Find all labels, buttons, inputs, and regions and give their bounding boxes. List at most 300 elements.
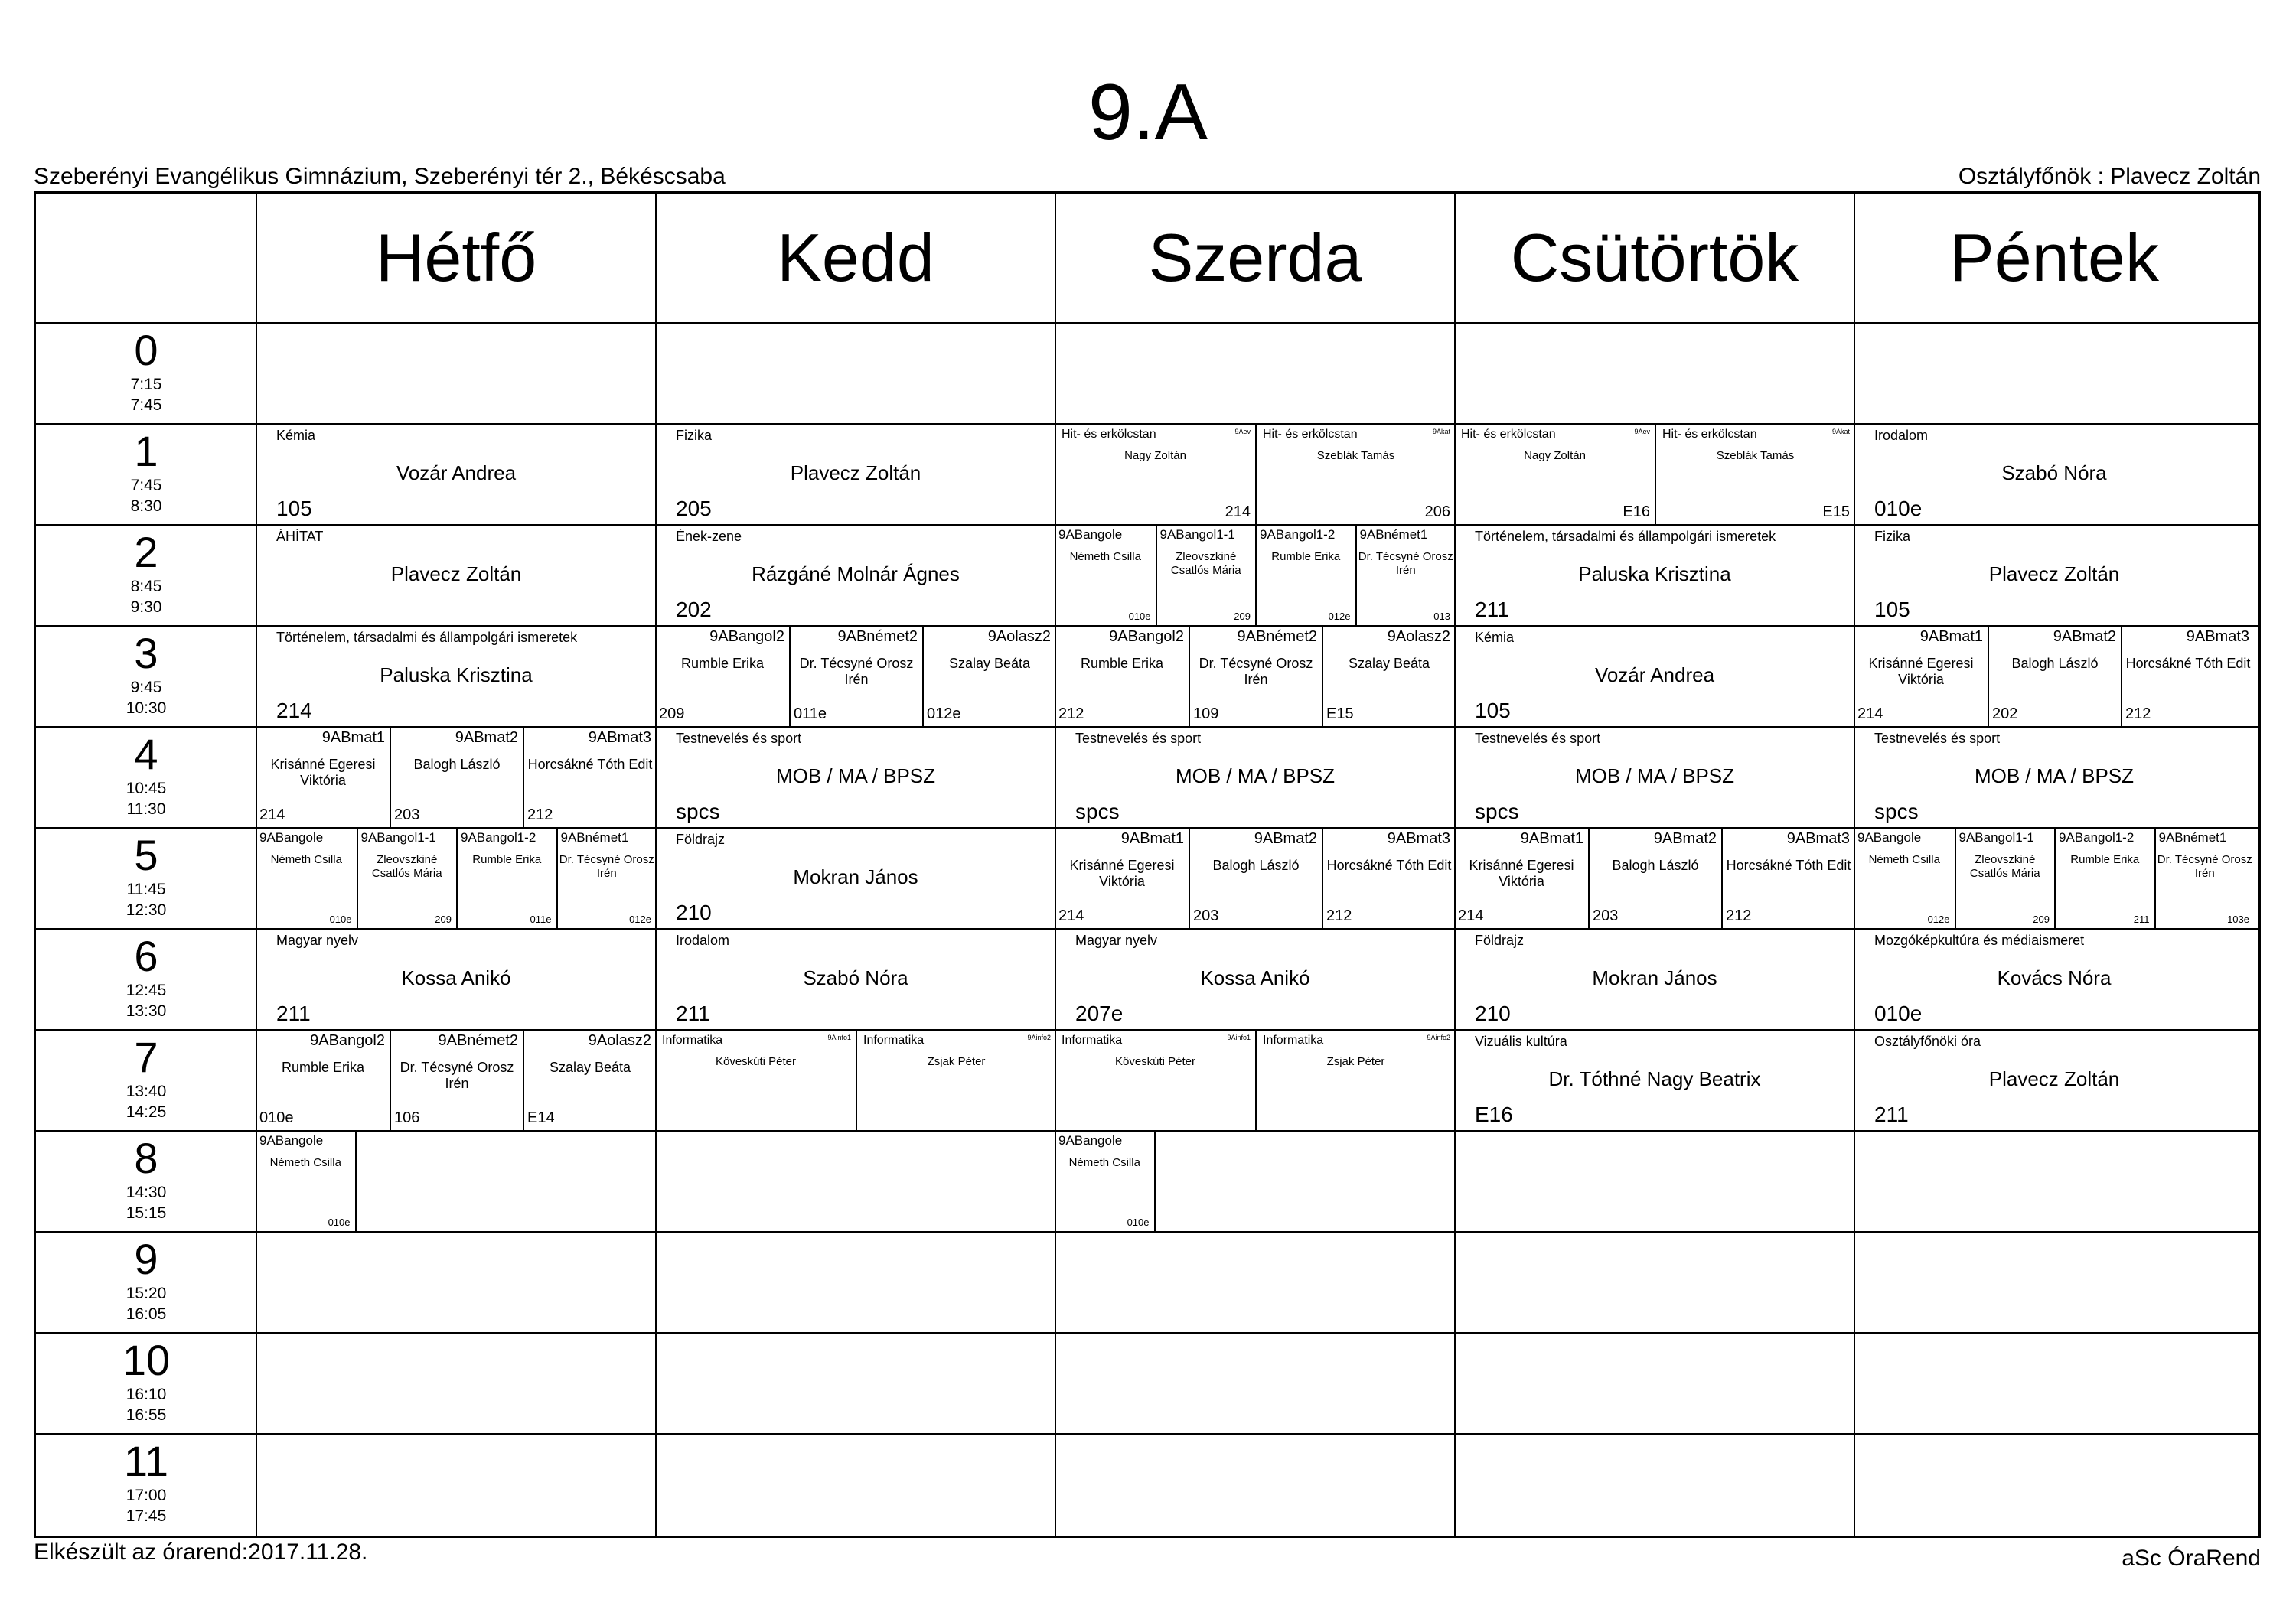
group-room: 211	[2133, 914, 2150, 925]
group-teacher: Németh Csilla	[269, 1156, 341, 1169]
class-teacher: Osztályfőnök : Plavecz Zoltán	[1958, 164, 2261, 189]
lesson-cell[interactable]	[1854, 423, 2254, 524]
period-label	[36, 1433, 256, 1534]
group-room: 203	[1193, 907, 1219, 924]
period-end-time: 8:30	[130, 497, 162, 515]
group-tag: 9Akat	[1432, 428, 1450, 435]
group-lesson	[922, 625, 1055, 726]
group-teacher: Dr. Técsyné Orosz Irén	[799, 656, 914, 687]
lesson-cell[interactable]	[1854, 928, 2254, 1029]
period-start-time: 10:45	[126, 780, 167, 797]
group-name: 9ABnémet1	[2158, 830, 2227, 845]
lesson-subject: Vizuális kultúra	[1475, 1034, 1567, 1049]
group-room: 212	[1058, 705, 1084, 722]
period-end-time: 17:45	[126, 1507, 167, 1525]
group-name: 9ABmat3	[1786, 830, 1850, 847]
group-lesson	[1322, 827, 1455, 928]
lesson-cell[interactable]	[1455, 625, 1854, 726]
split-lesson	[1055, 1029, 1255, 1130]
split-subject: Informatika	[662, 1034, 723, 1047]
lesson-room: 202	[676, 598, 712, 621]
group-lesson	[1189, 625, 1322, 726]
group-room: 203	[394, 806, 420, 823]
period-end-time: 12:30	[126, 901, 167, 919]
split-teacher: Zsjak Péter	[1326, 1055, 1385, 1068]
split-room: 214	[1225, 503, 1251, 520]
group-room: 106	[394, 1109, 420, 1126]
period-end-time: 7:45	[130, 396, 162, 414]
period-label	[36, 928, 256, 1029]
lesson-teacher: MOB / MA / BPSZ	[775, 764, 936, 787]
group-room: 212	[1726, 907, 1752, 924]
lesson-cell[interactable]	[1455, 726, 1854, 827]
period-start-time: 15:20	[126, 1285, 167, 1302]
created-date: Elkészült az órarend:2017.11.28.	[34, 1539, 368, 1565]
group-room: 109	[1193, 705, 1219, 722]
group-room: 010e	[259, 1109, 294, 1126]
lesson-subject: Kémia	[1475, 630, 1515, 645]
group-teacher: Dr. Técsyné Orosz Irén	[2157, 853, 2252, 880]
group-lesson	[1055, 524, 1156, 625]
split-subject: Hit- és erkölcstan	[1461, 428, 1556, 441]
lesson-cell[interactable]	[1055, 827, 1455, 928]
split-teacher: Szeblák Tamás	[1316, 449, 1395, 462]
group-teacher: Rumble Erika	[472, 853, 542, 866]
period-label	[36, 1029, 256, 1130]
lesson-room: 211	[1475, 598, 1509, 621]
group-lesson	[1721, 827, 1854, 928]
period-row-divider	[36, 1332, 2258, 1334]
group-tag: 9Ainfo1	[827, 1034, 851, 1041]
lesson-cell[interactable]	[1055, 423, 1455, 524]
group-teacher: Zleovszkiné Csatlós Mária	[371, 853, 442, 880]
group-tag: 9Ainfo2	[1027, 1034, 1051, 1041]
group-lesson	[256, 1130, 357, 1231]
lesson-subject: Irodalom	[676, 933, 730, 948]
group-teacher: Horcsákné Tóth Edit	[1726, 858, 1851, 873]
lesson-subject: Irodalom	[1874, 428, 1929, 443]
split-room: 206	[1424, 503, 1450, 520]
lesson-cell[interactable]	[1455, 524, 1854, 625]
lesson-cell[interactable]	[256, 726, 656, 827]
split-teacher: Nagy Zoltán	[1124, 449, 1186, 462]
period-start-time: 13:40	[126, 1083, 167, 1100]
lesson-room: 207e	[1075, 1002, 1124, 1025]
group-room: 012e	[1328, 611, 1351, 622]
lesson-cell[interactable]	[1055, 625, 1455, 726]
group-teacher: Horcsákné Tóth Edit	[2125, 656, 2251, 671]
lesson-cell[interactable]	[256, 827, 656, 928]
group-room: 209	[1234, 611, 1251, 622]
period-label	[36, 524, 256, 625]
group-lesson	[1988, 625, 2121, 726]
lesson-teacher: MOB / MA / BPSZ	[1974, 764, 2135, 787]
group-lesson	[256, 1029, 390, 1130]
lesson-teacher: Plavecz Zoltán	[790, 461, 921, 484]
lesson-teacher: Plavecz Zoltán	[1988, 562, 2120, 585]
group-teacher: Németh Csilla	[1868, 853, 1940, 866]
group-teacher: Rumble Erika	[281, 1060, 365, 1075]
group-name: 9ABmat1	[1120, 830, 1184, 847]
period-label	[36, 1231, 256, 1332]
lesson-room: E16	[1475, 1103, 1513, 1126]
group-name: 9ABangol1-1	[1958, 830, 2034, 845]
group-teacher: Balogh László	[1212, 858, 1300, 873]
group-lesson	[1854, 625, 1988, 726]
class-title: 9.A	[1088, 68, 1208, 157]
lesson-subject: Magyar nyelv	[276, 933, 359, 948]
group-teacher: Szalay Beáta	[549, 1060, 631, 1075]
period-number: 9	[134, 1235, 158, 1283]
group-name: 9ABangole	[259, 830, 324, 845]
split-teacher: Köveskúti Péter	[1114, 1055, 1196, 1068]
group-name: 9ABmat2	[455, 729, 518, 746]
period-number: 0	[134, 326, 158, 374]
lesson-cell[interactable]	[656, 423, 1055, 524]
lesson-subject: Földrajz	[676, 832, 726, 847]
lesson-teacher: Kossa Anikó	[401, 966, 511, 989]
group-lesson	[2121, 625, 2254, 726]
group-room: 010e	[328, 1217, 351, 1228]
lesson-room: 211	[1874, 1103, 1909, 1126]
lesson-teacher: Szabó Nóra	[803, 966, 908, 989]
lesson-cell[interactable]	[1854, 726, 2254, 827]
split-lesson	[1255, 1029, 1455, 1130]
day-header: Szerda	[1148, 220, 1362, 295]
group-name: 9ABnémet1	[560, 830, 629, 845]
lesson-cell[interactable]	[1854, 524, 2254, 625]
group-tag: 9Akat	[1831, 428, 1850, 435]
period-number: 2	[134, 528, 158, 576]
period-number: 3	[134, 629, 158, 677]
group-teacher: Krisánné Egeresi Viktória	[1469, 858, 1574, 889]
split-lesson	[856, 1029, 1055, 1130]
group-tag: 9Ainfo2	[1427, 1034, 1450, 1041]
group-name: 9ABmat1	[1520, 830, 1583, 847]
group-lesson	[1055, 625, 1189, 726]
group-lesson	[1588, 827, 1721, 928]
split-teacher: Szeblák Tamás	[1716, 449, 1795, 462]
group-room: E14	[527, 1109, 555, 1126]
group-lesson	[523, 1029, 656, 1130]
lesson-room: spcs	[1874, 800, 1919, 823]
lesson-cell[interactable]	[256, 1130, 656, 1231]
period-label	[36, 322, 256, 423]
period-end-time: 16:05	[126, 1305, 167, 1323]
group-lesson	[1255, 524, 1355, 625]
lesson-cell[interactable]	[1455, 423, 1854, 524]
lesson-subject: Földrajz	[1475, 933, 1525, 948]
lesson-cell[interactable]	[656, 524, 1055, 625]
group-lesson	[256, 726, 390, 827]
group-teacher: Krisánné Egeresi Viktória	[1868, 656, 1974, 687]
header-divider	[36, 322, 2258, 324]
split-subject: Informatika	[1263, 1034, 1324, 1047]
lesson-room: 210	[1475, 1002, 1511, 1025]
group-name: 9ABmat3	[588, 729, 651, 746]
split-room: E16	[1623, 503, 1650, 520]
lesson-room: 214	[276, 699, 312, 722]
lesson-teacher: MOB / MA / BPSZ	[1574, 764, 1735, 787]
lesson-room: 010e	[1874, 497, 1923, 520]
lesson-subject: Osztályfőnöki óra	[1874, 1034, 1981, 1049]
group-name: 9ABangol1-1	[1159, 527, 1235, 542]
group-name: 9ABangole	[1857, 830, 1922, 845]
group-teacher: Horcsákné Tóth Edit	[1326, 858, 1452, 873]
group-name: 9Aolasz2	[987, 628, 1051, 645]
period-number: 7	[134, 1033, 158, 1081]
group-teacher: Németh Csilla	[1068, 1156, 1140, 1169]
lesson-cell[interactable]	[256, 1029, 656, 1130]
lesson-room: 105	[1475, 699, 1511, 722]
period-number: 8	[134, 1134, 158, 1182]
group-name: 9ABangol1-2	[461, 830, 536, 845]
lesson-subject: Mozgóképkultúra és médiaismeret	[1874, 933, 2085, 948]
split-subject: Informatika	[1062, 1034, 1123, 1047]
group-room: 012e	[1927, 914, 1950, 925]
group-lesson	[256, 827, 357, 928]
group-tag: 9Aev	[1634, 428, 1650, 435]
group-room: 011e	[530, 914, 552, 925]
lesson-subject: Testnevelés és sport	[1075, 731, 1202, 746]
group-teacher: Rumble Erika	[1271, 550, 1341, 563]
lesson-cell[interactable]	[1055, 1029, 1455, 1130]
lesson-teacher: Vozár Andrea	[396, 461, 517, 484]
lesson-subject: Testnevelés és sport	[1475, 731, 1601, 746]
group-room: 202	[1992, 705, 2018, 722]
lesson-cell[interactable]	[256, 423, 656, 524]
split-lesson	[1455, 423, 1655, 524]
group-name: 9ABnémet2	[1237, 628, 1317, 645]
group-name: 9ABangol2	[1109, 628, 1184, 645]
lesson-room: 211	[676, 1002, 710, 1025]
group-lesson	[390, 726, 523, 827]
group-teacher: Szalay Beáta	[1348, 656, 1430, 671]
split-teacher: Nagy Zoltán	[1524, 449, 1586, 462]
group-teacher: Németh Csilla	[270, 853, 342, 866]
lesson-subject: Kémia	[276, 428, 316, 443]
period-number: 5	[134, 831, 158, 879]
split-teacher: Zsjak Péter	[927, 1055, 986, 1068]
group-teacher: Rumble Erika	[680, 656, 765, 671]
lesson-teacher: Mokran János	[1592, 966, 1717, 989]
group-lesson	[523, 726, 656, 827]
group-room: 214	[1058, 907, 1084, 924]
split-subject: Hit- és erkölcstan	[1263, 428, 1358, 441]
group-lesson	[556, 827, 657, 928]
lesson-cell[interactable]	[1055, 726, 1455, 827]
group-teacher: Zleovszkiné Csatlós Mária	[1170, 550, 1241, 577]
lesson-teacher: Kovács Nóra	[1997, 966, 2112, 989]
lesson-teacher: Plavecz Zoltán	[1988, 1067, 2120, 1090]
period-label	[36, 726, 256, 827]
group-name: 9ABmat1	[321, 729, 385, 746]
group-room: 214	[259, 806, 285, 823]
group-name: 9ABangol1-2	[1260, 527, 1336, 542]
group-name: 9Aolasz2	[1387, 628, 1450, 645]
lesson-cell[interactable]	[656, 928, 1055, 1029]
lesson-cell[interactable]	[656, 1029, 1055, 1130]
lesson-room: 205	[676, 497, 712, 520]
period-number: 10	[122, 1336, 171, 1384]
group-teacher: Krisánné Egeresi Viktória	[1069, 858, 1175, 889]
group-teacher: Dr. Técsyné Orosz Irén	[400, 1060, 514, 1091]
group-teacher: Krisánné Egeresi Viktória	[270, 757, 376, 788]
group-teacher: Balogh László	[2011, 656, 2099, 671]
group-room: 212	[2125, 705, 2151, 722]
group-teacher: Dr. Técsyné Orosz Irén	[1358, 550, 1453, 577]
group-lesson	[656, 625, 789, 726]
group-room: 013	[1433, 611, 1450, 622]
timetable-grid	[34, 191, 2261, 1538]
group-lesson	[1055, 1130, 1156, 1231]
split-subject: Hit- és erkölcstan	[1662, 428, 1757, 441]
group-room: 214	[1857, 705, 1883, 722]
lesson-subject: Testnevelés és sport	[1874, 731, 2001, 746]
group-room: 212	[527, 806, 553, 823]
group-lesson	[1189, 827, 1322, 928]
group-lesson	[2054, 827, 2154, 928]
period-number: 11	[123, 1437, 169, 1485]
period-start-time: 12:45	[126, 982, 167, 999]
lesson-subject: Magyar nyelv	[1075, 933, 1158, 948]
lesson-teacher: Kossa Anikó	[1200, 966, 1310, 989]
lesson-teacher: Vozár Andrea	[1594, 663, 1715, 686]
day-header: Péntek	[1949, 220, 2159, 295]
lesson-cell[interactable]	[256, 625, 656, 726]
period-row-divider	[36, 1433, 2258, 1435]
split-lesson	[1655, 423, 1854, 524]
lesson-cell[interactable]	[1455, 827, 1854, 928]
lesson-cell[interactable]	[656, 827, 1055, 928]
group-lesson	[1322, 625, 1455, 726]
group-teacher: Szalay Beáta	[948, 656, 1031, 671]
group-name: 9ABangol2	[310, 1032, 385, 1049]
lesson-cell[interactable]	[1854, 827, 2254, 928]
lesson-teacher: MOB / MA / BPSZ	[1175, 764, 1336, 787]
group-teacher: Rumble Erika	[1080, 656, 1164, 671]
group-tag: 9Ainfo1	[1227, 1034, 1251, 1041]
group-lesson	[456, 827, 556, 928]
group-name: 9ABangol1-1	[360, 830, 436, 845]
lesson-cell[interactable]	[656, 625, 1055, 726]
group-room: 010e	[329, 914, 352, 925]
split-lesson	[1055, 423, 1255, 524]
period-label	[36, 1130, 256, 1231]
lesson-cell[interactable]	[1854, 1029, 2254, 1130]
lesson-room: spcs	[1075, 800, 1120, 823]
lesson-cell[interactable]	[1055, 928, 1455, 1029]
period-end-time: 10:30	[126, 699, 167, 717]
group-teacher: Németh Csilla	[1069, 550, 1141, 563]
group-lesson	[357, 827, 457, 928]
lesson-room: 211	[276, 1002, 311, 1025]
lesson-cell[interactable]	[1455, 928, 1854, 1029]
group-lesson	[390, 1029, 523, 1130]
period-start-time: 14:30	[126, 1184, 167, 1201]
group-teacher: Rumble Erika	[2070, 853, 2140, 866]
period-start-time: 11:45	[126, 881, 166, 898]
lesson-cell[interactable]	[256, 524, 656, 625]
group-teacher: Dr. Técsyné Orosz Irén	[559, 853, 654, 880]
lesson-room: spcs	[676, 800, 720, 823]
group-room: E15	[1326, 705, 1354, 722]
group-name: 9Aolasz2	[588, 1032, 651, 1049]
day-header: Hétfő	[375, 220, 537, 295]
group-teacher: Balogh László	[413, 757, 501, 772]
lesson-cell[interactable]	[256, 928, 656, 1029]
group-room: 212	[1326, 907, 1352, 924]
group-name: 9ABmat3	[2186, 628, 2249, 645]
group-lesson	[1455, 827, 1588, 928]
group-name: 9ABnémet1	[1359, 527, 1428, 542]
lesson-teacher: Dr. Tóthné Nagy Beatrix	[1548, 1067, 1761, 1090]
group-room: 103e	[2227, 914, 2249, 925]
group-name: 9ABmat2	[2053, 628, 2116, 645]
group-name: 9ABangol1-2	[2059, 830, 2135, 845]
lesson-room: 010e	[1874, 1002, 1923, 1025]
group-lesson	[1055, 827, 1189, 928]
group-name: 9ABangole	[1058, 1133, 1123, 1148]
lesson-teacher: Plavecz Zoltán	[390, 562, 522, 585]
group-name: 9ABangol2	[709, 628, 784, 645]
lesson-cell[interactable]	[1055, 1130, 1455, 1231]
day-header: Csütörtök	[1510, 220, 1799, 295]
split-teacher: Köveskúti Péter	[715, 1055, 797, 1068]
group-lesson	[2154, 827, 2255, 928]
split-room: E15	[1822, 503, 1850, 520]
group-name: 9ABmat3	[1387, 830, 1450, 847]
lesson-room: 105	[276, 497, 312, 520]
day-header: Kedd	[777, 220, 934, 295]
lesson-room: 105	[1874, 598, 1910, 621]
group-name: 9ABangole	[1058, 527, 1123, 542]
group-lesson	[1156, 524, 1256, 625]
group-name: 9ABmat2	[1254, 830, 1317, 847]
software-name: aSc ÓraRend	[2122, 1546, 2261, 1571]
split-lesson	[1255, 423, 1455, 524]
group-room: 209	[659, 705, 685, 722]
lesson-subject: ÁHÍTAT	[276, 529, 324, 544]
lesson-teacher: Rázgáné Molnár Ágnes	[752, 562, 960, 585]
split-subject: Informatika	[863, 1034, 925, 1047]
period-start-time: 7:15	[130, 376, 162, 393]
lesson-room: 210	[676, 901, 712, 924]
period-end-time: 11:30	[126, 800, 166, 818]
lesson-cell[interactable]	[1455, 1029, 1854, 1130]
lesson-subject: Fizika	[676, 428, 713, 443]
lesson-cell[interactable]	[656, 726, 1055, 827]
school-address: Szeberényi Evangélikus Gimnázium, Szeberényi tér 2., Békéscsaba	[34, 164, 726, 189]
group-lesson	[1854, 827, 1955, 928]
group-teacher: Balogh László	[1612, 858, 1699, 873]
lesson-teacher: Paluska Krisztina	[1578, 562, 1731, 585]
period-start-time: 8:45	[130, 578, 162, 595]
group-room: 012e	[629, 914, 651, 925]
group-lesson	[1955, 827, 2055, 928]
lesson-cell[interactable]	[1055, 524, 1455, 625]
split-lesson	[656, 1029, 856, 1130]
lesson-cell[interactable]	[1854, 625, 2254, 726]
period-end-time: 13:30	[126, 1002, 167, 1020]
group-room: 209	[2033, 914, 2050, 925]
period-label	[36, 423, 256, 524]
group-tag: 9Aev	[1234, 428, 1251, 435]
group-name: 9ABangole	[259, 1133, 324, 1148]
period-number: 1	[134, 427, 158, 475]
group-lesson	[1355, 524, 1456, 625]
period-start-time: 9:45	[130, 679, 162, 696]
